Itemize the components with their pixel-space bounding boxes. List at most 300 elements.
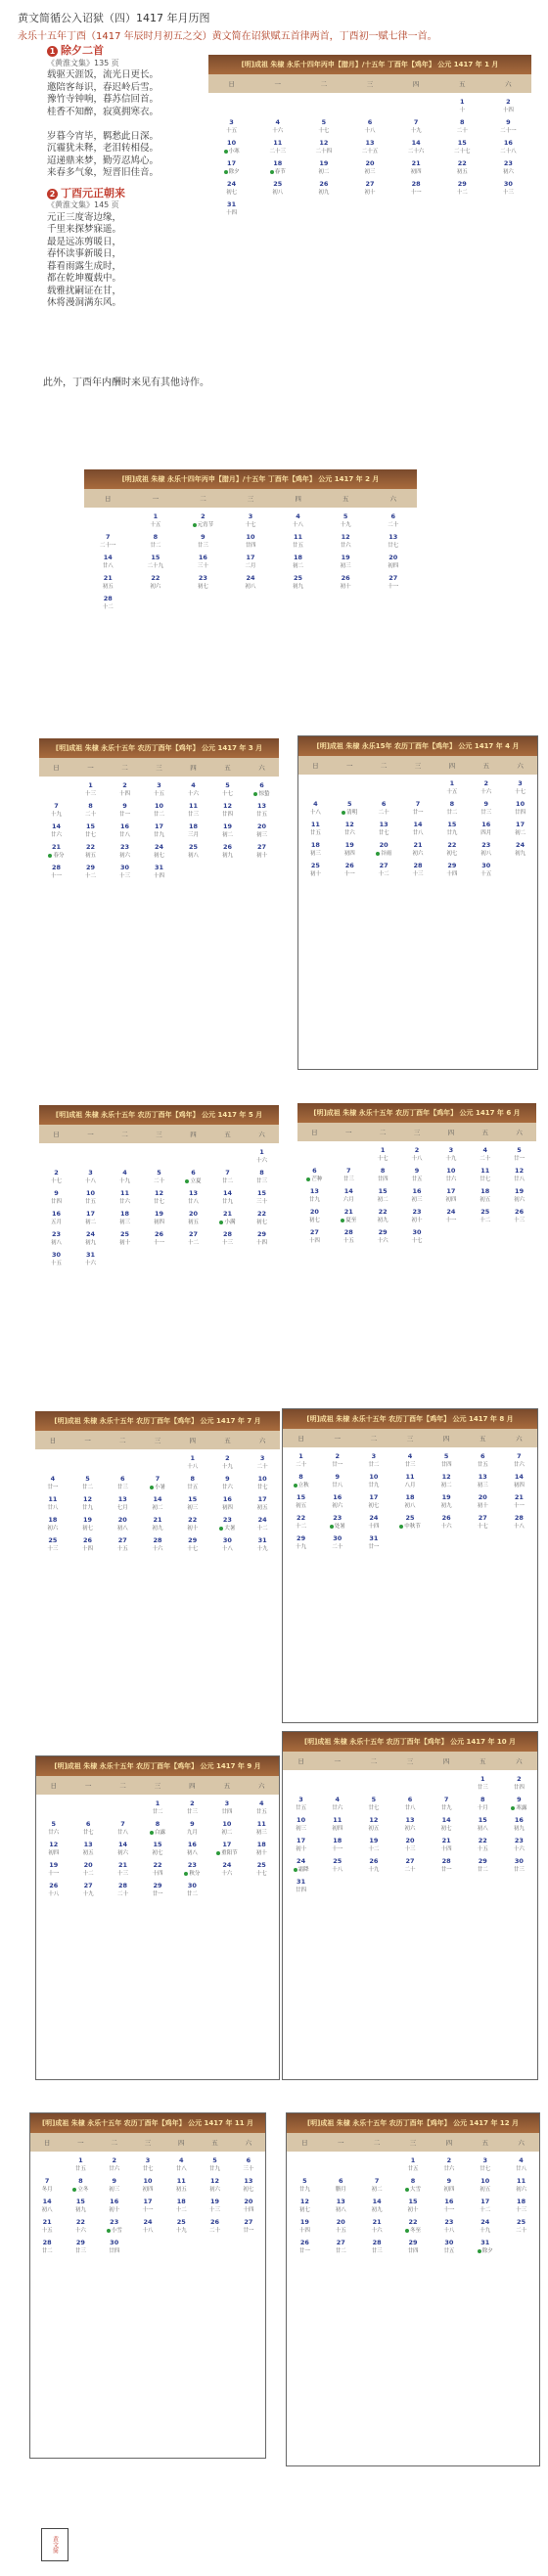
calendar-may — [39, 1105, 279, 1270]
solar-date: 2 — [483, 779, 488, 787]
day-cell — [140, 1474, 175, 1494]
day-cell — [359, 2197, 395, 2217]
lunar-date: 初九 — [515, 851, 526, 857]
solar-date: 2 — [225, 1454, 230, 1462]
weekday-label: 六 — [258, 1437, 266, 1444]
solar-date: 8 — [480, 1796, 485, 1803]
solar-date: 16 — [514, 1816, 524, 1824]
lunar-date: 初三 — [309, 851, 321, 857]
solar-date: 6 — [85, 1820, 91, 1828]
weekday-label: 二 — [370, 1435, 378, 1443]
solar-date: 26 — [319, 180, 329, 188]
lunar-date: 初十 — [364, 190, 376, 196]
poem-title-2: 丁酉元正朝来 — [61, 186, 125, 200]
solar-date: 22 — [153, 1861, 162, 1869]
day-cell — [210, 780, 245, 801]
lunar-date: 十四 — [308, 1238, 320, 1244]
weekday-label: 四 — [447, 1129, 455, 1136]
day-cell — [70, 1860, 105, 1881]
solar-date: 25 — [176, 2218, 186, 2226]
day-cell — [98, 2197, 131, 2217]
solar-term-dot-icon — [224, 150, 228, 154]
day-cell — [210, 1209, 245, 1229]
lunar-date-wrap — [391, 1523, 428, 1531]
solar-date: 11 — [310, 821, 320, 828]
solar-date: 3 — [88, 1169, 93, 1177]
lunar-date: 初二 — [440, 1483, 452, 1488]
solar-date: 13 — [336, 2198, 345, 2205]
lunar-date: 廿八 — [47, 1505, 59, 1511]
day-cell — [98, 2155, 131, 2176]
day-cell — [245, 822, 279, 842]
solar-date: 26 — [441, 1514, 451, 1522]
lunar-date: 十八 — [513, 1524, 525, 1530]
weekday-label: 日 — [43, 2139, 51, 2147]
weekday-label: 日 — [53, 1131, 60, 1138]
day-cell — [210, 1188, 245, 1209]
solar-date: 29 — [447, 862, 457, 869]
lunar-date: 二十 — [480, 1156, 491, 1162]
lunar-date-wrap — [297, 1176, 332, 1183]
empty-cell — [210, 1147, 245, 1168]
day-cell — [245, 1453, 280, 1474]
weekday-header — [30, 2133, 265, 2152]
lunar-date: 初七 — [440, 1826, 452, 1832]
day-grid — [287, 2152, 539, 2258]
lunar-date: 廿一 — [332, 1462, 343, 1468]
day-cell — [502, 1207, 536, 1227]
poem-line: 最是远冻剪暖日， — [47, 236, 122, 247]
day-cell — [429, 1795, 465, 1815]
solar-date: 24 — [297, 1857, 306, 1865]
lunar-date: 十六 — [74, 2228, 86, 2234]
day-cell — [332, 1186, 366, 1207]
day-cell — [176, 822, 210, 842]
weekday-label: 一 — [345, 1129, 352, 1136]
day-grid — [39, 1143, 279, 1270]
lunar-date: 十二 — [296, 1524, 307, 1530]
lunar-date-wrap — [98, 2227, 131, 2235]
weekday-label: 一 — [334, 1435, 341, 1443]
solar-date: 26 — [210, 2218, 220, 2226]
lunar-date: 廿一 — [243, 2228, 254, 2234]
solar-date: 12 — [49, 1841, 59, 1848]
solar-date: 9 — [201, 533, 206, 541]
weekday-label: 日 — [297, 1757, 304, 1765]
day-cell — [367, 799, 401, 820]
lunar-date: 初三 — [477, 1483, 488, 1488]
lunar-date-wrap — [332, 1217, 366, 1224]
solar-date: 28 — [441, 1857, 451, 1865]
solar-date: 7 — [346, 1167, 351, 1175]
lunar-date: 三十 — [243, 2166, 254, 2172]
lunar-date: 初六 — [209, 2187, 221, 2193]
solar-date: 6 — [120, 1475, 125, 1483]
day-cell — [355, 1513, 391, 1533]
weekday-label: 四 — [295, 495, 301, 503]
solar-date: 6 — [191, 1169, 196, 1177]
day-cell — [297, 1207, 332, 1227]
day-cell — [142, 1188, 176, 1209]
solar-date: 26 — [344, 862, 354, 869]
solar-term-dot-icon — [48, 854, 52, 858]
solar-date: 9 — [335, 1473, 340, 1481]
solar-date: 10 — [222, 1820, 232, 1828]
solar-date: 21 — [103, 574, 113, 582]
calendar-title: [明]成祖 朱棣 永乐十五年 农历丁酉年【鸡年】 公元 1417 年 11 月 — [30, 2113, 265, 2133]
poems-section — [47, 45, 194, 310]
solar-date: 15 — [478, 1816, 487, 1824]
lunar-date: 初十 — [477, 1503, 488, 1509]
solar-date: 28 — [51, 864, 62, 871]
solar-date: 23 — [503, 159, 513, 167]
weekday-label: 四 — [178, 2139, 185, 2147]
day-cell — [140, 1860, 174, 1881]
lunar-date: 廿二 — [150, 543, 161, 549]
solar-term-dot-icon — [253, 792, 257, 796]
solar-date: 2 — [446, 2156, 452, 2164]
solar-date: 10 — [516, 800, 525, 808]
solar-date: 11 — [517, 2177, 526, 2185]
day-cell — [70, 1535, 106, 1556]
day-cell — [467, 2197, 503, 2217]
weekday-label: 日 — [53, 764, 60, 772]
lunar-date: 初四 — [48, 1850, 60, 1856]
day-grid — [297, 1141, 536, 1248]
weekday-label: 四 — [189, 1437, 196, 1444]
lunar-date: 廿二 — [368, 1462, 380, 1468]
lunar-date: 初九 — [152, 1526, 163, 1532]
lunar-date: 二十六 — [407, 149, 425, 155]
lunar-date: 廿二 — [153, 812, 164, 818]
day-cell — [175, 1819, 209, 1840]
day-cell — [319, 1492, 355, 1513]
lunar-date: 二十 — [388, 522, 399, 528]
weekday-label: 六 — [257, 1782, 265, 1790]
lunar-date: 初四 — [410, 169, 422, 175]
day-cell — [323, 2197, 359, 2217]
solar-date: 23 — [198, 574, 207, 582]
calendar-june — [297, 1103, 536, 1248]
solar-date: 13 — [309, 1187, 319, 1195]
lunar-date: 十四 — [440, 1846, 452, 1852]
solar-date: 22 — [408, 2218, 418, 2226]
weekday-label: 六 — [505, 80, 512, 88]
day-cell — [434, 1145, 468, 1166]
empty-cell — [70, 1799, 105, 1819]
day-cell — [208, 158, 254, 179]
empty-cell — [391, 1774, 428, 1795]
solar-date: 6 — [480, 1452, 485, 1460]
empty-cell — [176, 1147, 210, 1168]
solar-date: 12 — [83, 1495, 93, 1503]
poem-line — [47, 118, 194, 131]
solar-date: 28 — [103, 595, 113, 602]
lunar-date: 初三 — [255, 1830, 267, 1836]
weekday-label: 日 — [228, 80, 235, 88]
solar-date: 5 — [321, 118, 327, 126]
calendar-title: [明]成祖 朱棣 永乐十五年 农历丁酉年【鸡年】 公元 1417 年 8 月 — [283, 1409, 537, 1429]
weekday-label: 三 — [154, 1437, 161, 1444]
solar-date: 16 — [333, 1493, 342, 1501]
solar-date: 17 — [246, 554, 255, 561]
lunar-date: 初四 — [445, 1197, 457, 1203]
solar-date: 8 — [259, 1169, 264, 1177]
lunar-date: 廿二 — [477, 1867, 488, 1873]
weekday-label: 二 — [111, 2139, 117, 2147]
day-cell — [198, 2197, 231, 2217]
day-cell — [366, 1207, 400, 1227]
day-cell — [140, 1515, 175, 1535]
day-cell — [391, 1472, 428, 1492]
lunar-date: 十一 — [513, 1503, 525, 1509]
weekday-label: 三 — [414, 762, 422, 770]
lunar-date: 二十 — [378, 810, 389, 816]
lunar-date: 寒露 — [516, 1805, 527, 1811]
lunar-date: 廿五 — [255, 1809, 267, 1815]
day-cell — [287, 2217, 323, 2238]
lunar-date: 二十四 — [315, 149, 333, 155]
lunar-date: 十二 — [368, 1846, 380, 1852]
empty-cell — [393, 97, 439, 117]
solar-date: 28 — [42, 2239, 52, 2246]
solar-term-dot-icon — [193, 523, 197, 527]
weekday-label: 二 — [370, 1757, 378, 1765]
day-cell — [208, 200, 254, 220]
day-cell — [84, 573, 132, 594]
footnote: 此外，丁酉年内酬时来见有其他诗作。 — [43, 378, 209, 388]
lunar-date: 廿九 — [368, 1483, 380, 1488]
poem-line: 暮看雨露生成时， — [47, 260, 122, 272]
solar-date: 6 — [390, 512, 395, 520]
lunar-date: 初九 — [84, 1240, 96, 1246]
lunar-date: 廿五 — [255, 812, 267, 818]
solar-date: 19 — [344, 841, 354, 849]
day-cell — [468, 1166, 502, 1186]
solar-date: 2 — [414, 1146, 420, 1154]
lunar-date: 十四 — [446, 871, 458, 877]
lunar-date: 二十 — [404, 1867, 416, 1873]
lunar-date: 十九 — [118, 1178, 130, 1184]
day-cell — [439, 179, 485, 200]
day-cell — [355, 1451, 391, 1472]
lunar-date: 初九 — [377, 1218, 388, 1223]
solar-date: 2 — [201, 512, 206, 520]
day-cell — [198, 2176, 231, 2197]
solar-date: 16 — [51, 1210, 62, 1218]
day-cell — [332, 1227, 366, 1248]
poem-line: 豫竹寺钟响，暮苏信回首。 — [47, 94, 160, 105]
day-cell — [501, 1451, 537, 1472]
solar-date: 16 — [187, 1841, 197, 1848]
day-cell — [84, 553, 132, 573]
solar-date: 7 — [413, 118, 419, 126]
solar-date: 4 — [259, 1799, 264, 1807]
solar-date: 27 — [244, 2218, 253, 2226]
solar-date: 30 — [187, 1882, 197, 1889]
calendar-january — [208, 55, 531, 220]
solar-date: 5 — [371, 1796, 377, 1803]
lunar-date: 七月 — [116, 1505, 128, 1511]
lunar-date: 十八 — [443, 2228, 455, 2234]
lunar-date: 十五 — [446, 789, 458, 795]
solar-date: 2 — [54, 1169, 59, 1177]
day-cell — [142, 780, 176, 801]
lunar-date: 初八 — [480, 851, 492, 857]
solar-term-dot-icon — [219, 1221, 223, 1224]
day-cell — [245, 1799, 279, 1819]
solar-date: 12 — [369, 1816, 379, 1824]
solar-date: 23 — [333, 1514, 342, 1522]
solar-date: 5 — [157, 1169, 161, 1177]
weekday-label: 日 — [301, 2139, 308, 2147]
lunar-date: 初十 — [118, 1240, 130, 1246]
lunar-date: 廿二 — [152, 1809, 163, 1815]
day-cell — [439, 158, 485, 179]
day-cell — [35, 1535, 70, 1556]
day-cell — [395, 2238, 432, 2258]
solar-date: 11 — [188, 802, 199, 810]
lunar-date: 十九 — [445, 1156, 457, 1162]
lunar-date: 十七 — [245, 522, 256, 528]
solar-date: 26 — [154, 1230, 164, 1238]
lunar-date: 十七 — [221, 791, 233, 797]
day-cell — [429, 1513, 465, 1533]
day-cell — [175, 1494, 210, 1515]
day-cell — [70, 1840, 105, 1860]
solar-date: 22 — [378, 1208, 388, 1216]
empty-cell — [283, 1774, 319, 1795]
day-cell — [274, 511, 322, 532]
weekday-label: 五 — [223, 1782, 231, 1790]
weekday-label: 三 — [413, 1129, 421, 1136]
solar-term-dot-icon — [150, 1831, 154, 1835]
poem-line: 迢递鼎来梦，勤劳忍鸠心。 — [47, 155, 160, 166]
day-cell — [355, 1533, 391, 1554]
lunar-date: 廿七 — [388, 543, 399, 549]
day-cell — [108, 1229, 142, 1250]
lunar-date: 廿一 — [440, 1867, 452, 1873]
lunar-date: 廿八 — [118, 832, 130, 838]
lunar-date: 初二 — [293, 563, 304, 569]
day-cell — [176, 1209, 210, 1229]
weekday-label: 三 — [366, 80, 374, 88]
solar-date: 27 — [478, 1514, 487, 1522]
solar-date: 2 — [122, 781, 127, 789]
day-cell — [227, 532, 275, 553]
lunar-date: 廿七 — [82, 1830, 94, 1836]
lunar-date: 小暑 — [154, 1485, 165, 1490]
lunar-date: 二十 — [84, 812, 96, 818]
lunar-date: 十四 — [368, 1524, 380, 1530]
weekday-label: 日 — [105, 495, 112, 503]
day-cell — [355, 1492, 391, 1513]
solar-term-dot-icon — [341, 1219, 344, 1222]
lunar-date: 初二 — [221, 1830, 233, 1836]
lunar-date: 初十 — [411, 1218, 423, 1223]
day-cell — [198, 2155, 231, 2176]
weekday-label: 五 — [480, 1757, 486, 1765]
day-cell — [39, 1250, 73, 1270]
day-cell — [84, 594, 132, 614]
day-cell — [346, 158, 392, 179]
weekday-label: 四 — [445, 2139, 453, 2147]
day-cell — [319, 1836, 355, 1856]
solar-date: 2 — [517, 1775, 522, 1783]
day-cell — [176, 1229, 210, 1250]
day-cell — [39, 822, 73, 842]
lunar-date: 十三 — [404, 1846, 416, 1852]
weekday-header — [208, 74, 531, 93]
day-cell — [319, 1472, 355, 1492]
solar-date: 10 — [446, 1167, 456, 1175]
day-cell — [73, 1250, 108, 1270]
day-cell — [176, 780, 210, 801]
day-cell — [175, 1840, 209, 1860]
solar-date: 23 — [51, 1230, 62, 1238]
calendar-october — [282, 1731, 538, 2080]
solar-date: 20 — [117, 1516, 127, 1524]
day-cell — [401, 820, 435, 840]
lunar-date: 十七 — [477, 1524, 488, 1530]
solar-date: 15 — [378, 1187, 388, 1195]
solar-date: 10 — [246, 533, 255, 541]
solar-date: 1 — [190, 1454, 195, 1462]
day-cell — [106, 1881, 140, 1901]
solar-date: 8 — [380, 1167, 386, 1175]
solar-date: 17 — [222, 1841, 232, 1848]
solar-date: 14 — [343, 1187, 353, 1195]
solar-date: 22 — [478, 1837, 487, 1844]
day-cell — [73, 1168, 108, 1188]
weekday-label: 二 — [119, 1437, 126, 1444]
poem-lines-2 — [47, 212, 194, 310]
lunar-date: 十八 — [142, 2228, 154, 2234]
day-cell — [300, 138, 346, 158]
solar-date: 13 — [405, 1816, 415, 1824]
day-cell — [366, 1145, 400, 1166]
day-cell — [485, 117, 531, 138]
solar-date: 30 — [503, 180, 513, 188]
day-cell — [84, 532, 132, 553]
day-cell — [132, 553, 180, 573]
day-cell — [108, 842, 142, 863]
day-cell — [395, 2176, 432, 2197]
weekday-label: 四 — [412, 80, 420, 88]
solar-date: 3 — [157, 781, 161, 789]
lunar-date: 十二 — [480, 1218, 491, 1223]
day-cell — [39, 1229, 73, 1250]
day-cell — [142, 801, 176, 822]
solar-date: 16 — [198, 554, 207, 561]
empty-cell — [254, 97, 300, 117]
solar-date: 23 — [119, 843, 130, 851]
solar-date: 31 — [480, 2239, 490, 2246]
day-cell — [469, 799, 503, 820]
solar-date: 8 — [88, 802, 93, 810]
solar-date: 14 — [103, 554, 113, 561]
lunar-date: 初七 — [446, 851, 458, 857]
solar-date: 15 — [408, 2198, 418, 2205]
lunar-date: 廿五 — [407, 2166, 419, 2172]
solar-date: 18 — [480, 1187, 490, 1195]
day-cell — [142, 1168, 176, 1188]
calendar-july — [35, 1411, 280, 1556]
lunar-date: 初三 — [296, 1826, 307, 1832]
lunar-date: 初三 — [255, 832, 267, 838]
solar-date: 24 — [480, 2218, 490, 2226]
solar-date: 4 — [179, 2156, 184, 2164]
